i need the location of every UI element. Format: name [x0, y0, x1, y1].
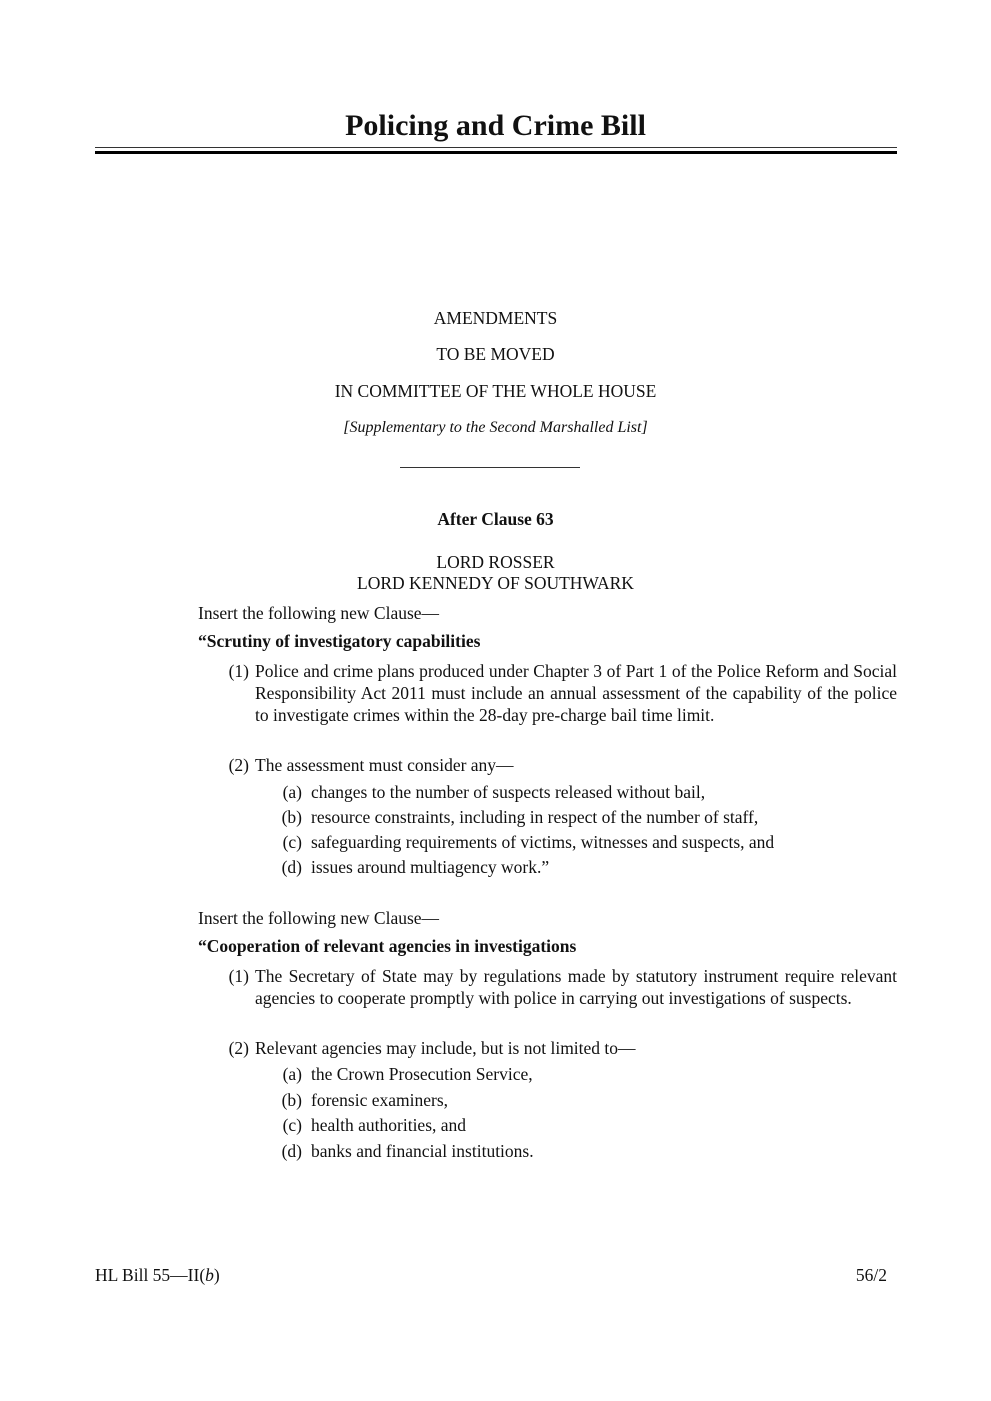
item-text: changes to the number of suspects released without bail,: [311, 782, 706, 802]
subsection-text: The assessment must consider any—: [255, 755, 514, 775]
item-number: (c): [282, 832, 302, 852]
item-number: (b): [281, 1090, 302, 1110]
subsection-number: (2): [228, 1038, 249, 1058]
subsection-number: (2): [228, 755, 249, 775]
item-number: (a): [282, 1064, 302, 1084]
item-text: forensic examiners,: [311, 1090, 449, 1110]
subsection-text: The Secretary of State may by regulations made by statutory instrument require relevant agencies to cooperate promptly with police in carrying out investigations of suspects.: [255, 966, 897, 1008]
section-divider: [400, 467, 580, 468]
bill-reference-end: ): [213, 1265, 220, 1285]
item-text: banks and financial institutions.: [311, 1141, 534, 1161]
item-number: (a): [282, 782, 302, 802]
title-rule-thick: [95, 151, 897, 154]
section-heading: After Clause 63: [437, 509, 554, 529]
subsection-text: Police and crime plans produced under Chapter 3 of Part 1 of the Police Reform and Social Responsibility Act 2011 must include an annual assessment of the capability of the police to investigate crimes within the 28-day pre-charge bail time limit.: [255, 661, 897, 725]
front-line-1: AMENDMENTS: [433, 308, 558, 328]
clause-title: “Cooperation of relevant agencies in investigations: [198, 936, 577, 956]
item-number: (c): [282, 1115, 302, 1135]
page-title: Policing and Crime Bill: [345, 109, 646, 142]
item-text: issues around multiagency work.”: [311, 857, 550, 877]
front-line-3: IN COMMITTEE OF THE WHOLE HOUSE: [334, 381, 657, 401]
bill-reference-italic: b: [205, 1265, 214, 1285]
mover-2: LORD KENNEDY OF SOUTHWARK: [357, 573, 634, 593]
subsection-number: (1): [228, 966, 249, 986]
bill-reference: [95, 1264, 220, 1286]
amendment-intro: Insert the following new Clause—: [198, 603, 440, 623]
item-text: health authorities, and: [311, 1115, 467, 1135]
item-number: (d): [281, 857, 302, 877]
front-line-2: TO BE MOVED: [436, 344, 555, 364]
item-text: safeguarding requirements of victims, witnesses and suspects, and: [311, 832, 775, 852]
subsection-text: Relevant agencies may include, but is not limited to—: [255, 1038, 636, 1058]
title-rule-thin: [95, 147, 897, 148]
item-text: the Crown Prosecution Service,: [311, 1064, 533, 1084]
bill-reference-text: HL Bill 55—II(: [95, 1265, 206, 1285]
page-number: 56/2: [855, 1265, 887, 1285]
item-number: (b): [281, 807, 302, 827]
front-note: [Supplementary to the Second Marshalled List]: [343, 419, 648, 436]
item-number: (d): [281, 1141, 302, 1161]
amendment-intro: Insert the following new Clause—: [198, 908, 440, 928]
item-text: resource constraints, including in respect of the number of staff,: [311, 807, 759, 827]
clause-title: “Scrutiny of investigatory capabilities: [198, 631, 481, 651]
subsection-number: (1): [228, 661, 249, 681]
mover-1: LORD ROSSER: [436, 552, 555, 572]
